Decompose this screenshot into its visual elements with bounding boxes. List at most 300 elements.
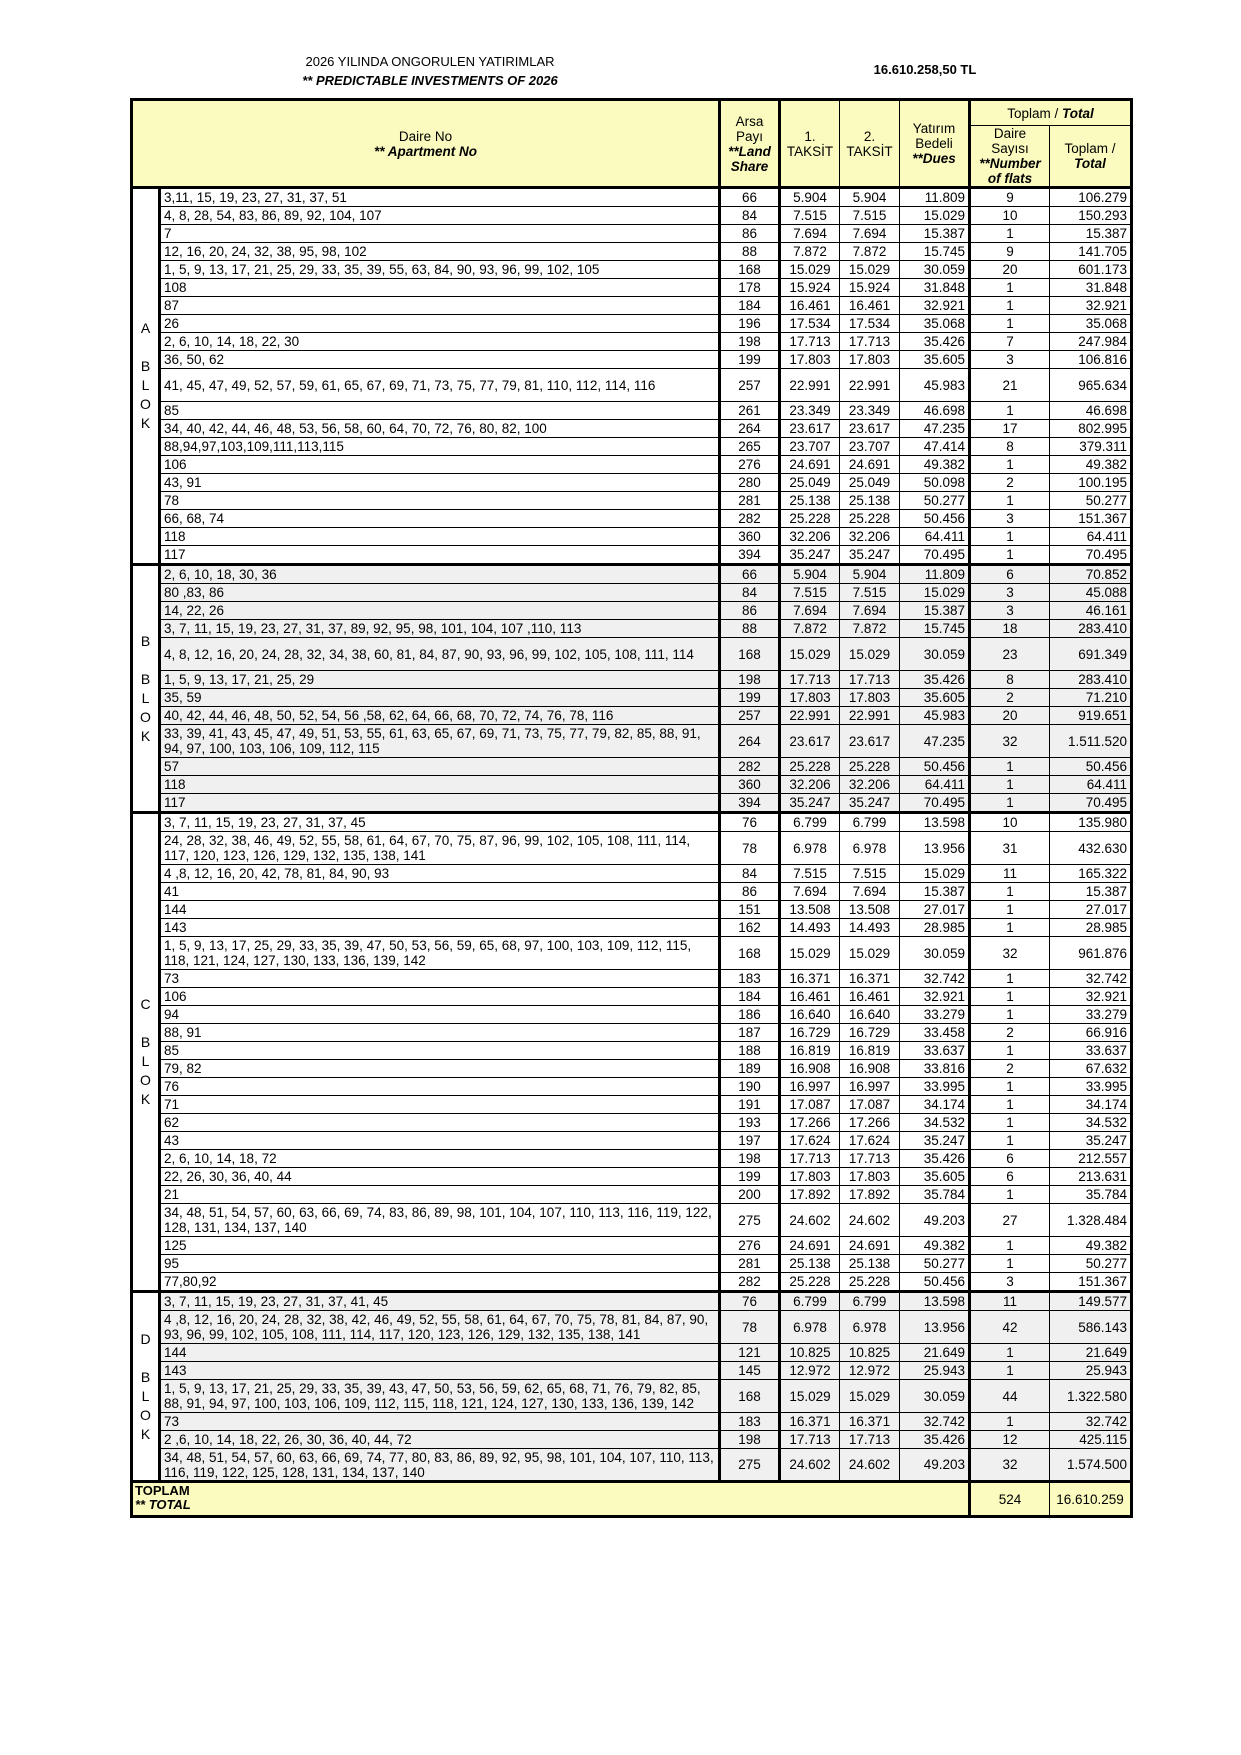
table-row — [132, 1186, 1132, 1204]
number-of-flats-cell: 1 — [970, 1255, 1050, 1273]
table-row — [132, 776, 1132, 794]
installment-1-cell: 15.029 — [780, 937, 840, 970]
number-of-flats-header — [970, 126, 1050, 188]
apartment-no-cell: 117 — [160, 794, 720, 813]
total-cell: 802.995 — [1050, 420, 1132, 438]
apartment-no-cell: 33, 39, 41, 43, 45, 47, 49, 51, 53, 55, 61, 63, 65, 67, 69, 71, 73, 75, 77, 79, 82, 85, 88, 91, 94, 97, 100, 103, 106, 109, 112, 115 — [160, 725, 720, 758]
apartment-no-cell: 14, 22, 26 — [160, 602, 720, 620]
apartment-no-cell: 78 — [160, 492, 720, 510]
block-label-letter: O — [140, 708, 151, 725]
installment-2-label-1: 2. — [863, 128, 876, 144]
installment-1-header — [780, 100, 840, 188]
apartment-no-cell: 108 — [160, 279, 720, 297]
land-share-cell: 76 — [720, 1292, 780, 1311]
number-of-flats-cell: 1 — [970, 1078, 1050, 1096]
table-row — [132, 261, 1132, 279]
installment-1-cell: 17.266 — [780, 1114, 840, 1132]
block-label-letter: O — [140, 396, 151, 412]
apartment-no-cell: 43 — [160, 1132, 720, 1150]
number-of-flats-cell: 10 — [970, 207, 1050, 225]
number-of-flats-cell: 1 — [970, 1237, 1050, 1255]
installment-1-cell: 7.515 — [780, 207, 840, 225]
dues-cell: 33.637 — [900, 1042, 970, 1060]
total-cell: 425.115 — [1050, 1431, 1132, 1449]
total-cell: 49.382 — [1050, 1237, 1132, 1255]
table-row — [132, 1042, 1132, 1060]
dues-cell: 35.605 — [900, 689, 970, 707]
dues-cell: 31.848 — [900, 279, 970, 297]
land-share-cell: 184 — [720, 988, 780, 1006]
block-label-letter — [136, 1349, 155, 1368]
installment-1-cell: 7.515 — [780, 865, 840, 883]
installment-1-cell: 23.617 — [780, 725, 840, 758]
apartment-no-cell: 88, 91 — [160, 1024, 720, 1042]
block-label-letter: B — [140, 358, 151, 374]
total-cell: 70.495 — [1050, 546, 1132, 565]
installment-1-cell: 6.978 — [780, 1311, 840, 1344]
table-row — [132, 1237, 1132, 1255]
land-share-cell: 196 — [720, 315, 780, 333]
installment-2-cell: 5.904 — [840, 188, 900, 207]
dues-cell: 15.387 — [900, 883, 970, 901]
installment-1-cell: 17.713 — [780, 1150, 840, 1168]
total-cell: 21.649 — [1050, 1344, 1132, 1362]
number-of-flats-cell: 1 — [970, 1096, 1050, 1114]
land-share-cell: 78 — [720, 832, 780, 865]
apartment-no-cell: 41 — [160, 883, 720, 901]
total-cell: 961.876 — [1050, 937, 1132, 970]
number-of-flats-cell: 1 — [970, 919, 1050, 937]
table-row — [132, 1006, 1132, 1024]
dues-label-1: Yatırım — [912, 121, 956, 136]
table-row — [132, 402, 1132, 420]
installment-1-cell: 17.534 — [780, 315, 840, 333]
total-cell: 50.277 — [1050, 1255, 1132, 1273]
apartment-no-cell: 77,80,92 — [160, 1273, 720, 1292]
table-row — [132, 689, 1132, 707]
dues-cell: 15.387 — [900, 225, 970, 243]
dues-cell: 35.605 — [900, 1168, 970, 1186]
installment-1-cell: 16.908 — [780, 1060, 840, 1078]
land-share-cell: 261 — [720, 402, 780, 420]
land-share-cell: 275 — [720, 1204, 780, 1237]
total-header — [1050, 126, 1132, 188]
apartment-no-cell: 36, 50, 62 — [160, 351, 720, 369]
dues-cell: 49.382 — [900, 456, 970, 474]
block-label-letter: C — [140, 996, 151, 1012]
total-cell: 15.387 — [1050, 883, 1132, 901]
installment-2-cell: 25.138 — [840, 1255, 900, 1273]
total-cell: 141.705 — [1050, 243, 1132, 261]
dues-cell: 49.203 — [900, 1204, 970, 1237]
apartment-no-label-english: ** Apartment No — [374, 143, 478, 159]
installment-2-cell: 23.349 — [840, 402, 900, 420]
dues-cell: 50.456 — [900, 1273, 970, 1292]
installment-2-cell: 25.228 — [840, 510, 900, 528]
table-row — [132, 813, 1132, 832]
installment-2-cell: 25.228 — [840, 758, 900, 776]
land-share-cell: 178 — [720, 279, 780, 297]
land-share-cell: 151 — [720, 901, 780, 919]
number-of-flats-cell: 1 — [970, 528, 1050, 546]
installment-1-cell: 35.247 — [780, 546, 840, 565]
number-of-flats-cell: 23 — [970, 638, 1050, 671]
table-row — [132, 1311, 1132, 1344]
apartment-no-cell: 3, 7, 11, 15, 19, 23, 27, 31, 37, 89, 92, 95, 98, 101, 104, 107 ,110, 113 — [160, 620, 720, 638]
number-of-flats-cell: 2 — [970, 474, 1050, 492]
total-label-english: Total — [1074, 156, 1106, 171]
apartment-no-cell: 76 — [160, 1078, 720, 1096]
dues-cell: 25.943 — [900, 1362, 970, 1380]
apartment-no-cell: 34, 48, 51, 54, 57, 60, 63, 66, 69, 74, 77, 80, 83, 86, 89, 92, 95, 98, 101, 104, 107, 110, 113, 116, 119, 122, 125, 128, 131, 134, 137, 140 — [160, 1449, 720, 1482]
land-share-label-1: Arsa — [735, 113, 764, 129]
dues-cell: 27.017 — [900, 901, 970, 919]
installment-2-cell: 5.904 — [840, 565, 900, 584]
dues-cell: 15.745 — [900, 243, 970, 261]
grand-total-amount: 16.610.259 — [1050, 1482, 1132, 1517]
number-of-flats-cell: 32 — [970, 725, 1050, 758]
land-share-cell: 280 — [720, 474, 780, 492]
apartment-no-label: Daire No — [398, 128, 453, 144]
table-row — [132, 243, 1132, 261]
installment-1-cell: 7.872 — [780, 243, 840, 261]
number-of-flats-cell: 2 — [970, 689, 1050, 707]
land-share-cell: 168 — [720, 1380, 780, 1413]
total-cell: 50.277 — [1050, 492, 1132, 510]
table-row — [132, 865, 1132, 883]
dues-cell: 34.532 — [900, 1114, 970, 1132]
total-cell: 212.557 — [1050, 1150, 1132, 1168]
land-share-cell: 183 — [720, 1413, 780, 1431]
dues-cell: 50.456 — [900, 758, 970, 776]
total-cell: 106.279 — [1050, 188, 1132, 207]
total-cell: 919.651 — [1050, 707, 1132, 725]
total-cell: 33.279 — [1050, 1006, 1132, 1024]
apartment-no-cell: 3, 7, 11, 15, 19, 23, 27, 31, 37, 45 — [160, 813, 720, 832]
installment-2-cell: 23.707 — [840, 438, 900, 456]
number-of-flats-cell: 1 — [970, 988, 1050, 1006]
installment-2-cell: 14.493 — [840, 919, 900, 937]
installment-1-cell: 17.713 — [780, 671, 840, 689]
apartment-no-cell: 34, 48, 51, 54, 57, 60, 63, 66, 69, 74, 83, 86, 89, 98, 101, 104, 107, 110, 113, 116, 119, 122, 128, 131, 134, 137, 140 — [160, 1204, 720, 1237]
number-of-flats-cell: 42 — [970, 1311, 1050, 1344]
number-of-flats-cell: 8 — [970, 438, 1050, 456]
table-row — [132, 1380, 1132, 1413]
land-share-cell: 282 — [720, 510, 780, 528]
land-share-cell: 168 — [720, 638, 780, 671]
block-label-letter — [136, 1014, 155, 1033]
installment-1-label-2: TAKSİT — [786, 143, 834, 159]
installment-2-cell: 17.713 — [840, 1431, 900, 1449]
dues-cell: 35.247 — [900, 1132, 970, 1150]
land-share-cell: 275 — [720, 1449, 780, 1482]
dues-cell: 30.059 — [900, 261, 970, 279]
land-share-cell: 191 — [720, 1096, 780, 1114]
installment-1-cell: 25.228 — [780, 510, 840, 528]
apartment-no-cell: 80 ,83, 86 — [160, 584, 720, 602]
block-label — [132, 1292, 160, 1482]
table-row — [132, 188, 1132, 207]
installment-2-cell: 17.624 — [840, 1132, 900, 1150]
installment-1-cell: 24.602 — [780, 1449, 840, 1482]
installment-1-cell: 6.799 — [780, 1292, 840, 1311]
total-cell: 151.367 — [1050, 1273, 1132, 1292]
apartment-no-cell: 4 ,8, 12, 16, 20, 24, 28, 32, 38, 42, 46, 49, 52, 55, 58, 61, 64, 67, 70, 75, 78, 81, 84, 87, 90, 93, 96, 99, 102, 105, 108, 111, 114, 117, 120, 123, 126, 129, 132, 135, 138, 141 — [160, 1311, 720, 1344]
number-of-flats-cell: 6 — [970, 1168, 1050, 1186]
land-share-cell: 162 — [720, 919, 780, 937]
table-row — [132, 297, 1132, 315]
installment-1-cell: 15.029 — [780, 1380, 840, 1413]
total-cell: 283.410 — [1050, 671, 1132, 689]
total-cell: 46.161 — [1050, 602, 1132, 620]
total-cell: 432.630 — [1050, 832, 1132, 865]
grand-total-label: TOPLAM — [135, 1483, 190, 1498]
total-cell: 1.328.484 — [1050, 1204, 1132, 1237]
installment-1-cell: 16.819 — [780, 1042, 840, 1060]
installment-2-cell: 16.461 — [840, 297, 900, 315]
apartment-no-cell: 22, 26, 30, 36, 40, 44 — [160, 1168, 720, 1186]
land-share-cell: 257 — [720, 369, 780, 402]
total-cell: 135.980 — [1050, 813, 1132, 832]
number-of-flats-cell: 3 — [970, 510, 1050, 528]
block-label-letter: K — [140, 415, 151, 431]
number-of-flats-cell: 1 — [970, 776, 1050, 794]
installment-2-cell: 23.617 — [840, 725, 900, 758]
installment-1-cell: 17.713 — [780, 333, 840, 351]
dues-cell: 50.456 — [900, 510, 970, 528]
total-cell: 213.631 — [1050, 1168, 1132, 1186]
total-cell: 33.995 — [1050, 1078, 1132, 1096]
installment-2-cell: 25.138 — [840, 492, 900, 510]
dues-cell: 49.382 — [900, 1237, 970, 1255]
apartment-no-header — [132, 100, 720, 188]
number-of-flats-cell: 1 — [970, 1006, 1050, 1024]
installment-2-cell: 12.972 — [840, 1362, 900, 1380]
block-label-letter: L — [141, 689, 150, 706]
table-row — [132, 333, 1132, 351]
installment-1-cell: 25.138 — [780, 1255, 840, 1273]
installment-2-cell: 7.872 — [840, 620, 900, 638]
installment-2-cell: 17.713 — [840, 333, 900, 351]
apartment-no-cell: 88,94,97,103,109,111,113,115 — [160, 438, 720, 456]
total-cell: 32.921 — [1050, 988, 1132, 1006]
land-share-cell: 198 — [720, 1431, 780, 1449]
land-share-cell: 282 — [720, 758, 780, 776]
total-cell: 149.577 — [1050, 1292, 1132, 1311]
number-of-flats-cell: 1 — [970, 758, 1050, 776]
table-row — [132, 1255, 1132, 1273]
installment-1-cell: 7.694 — [780, 225, 840, 243]
dues-cell: 50.277 — [900, 1255, 970, 1273]
dues-cell: 47.235 — [900, 420, 970, 438]
number-of-flats-cell: 1 — [970, 225, 1050, 243]
dues-label-2: Bedeli — [915, 136, 953, 151]
installment-1-cell: 16.371 — [780, 1413, 840, 1431]
installment-1-cell: 16.729 — [780, 1024, 840, 1042]
total-cell: 46.698 — [1050, 402, 1132, 420]
number-of-flats-cell: 11 — [970, 865, 1050, 883]
total-cell: 33.637 — [1050, 1042, 1132, 1060]
installment-1-cell: 15.029 — [780, 261, 840, 279]
table-row — [132, 207, 1132, 225]
number-of-flats-cell: 1 — [970, 883, 1050, 901]
table-body — [132, 188, 1132, 1482]
installment-2-cell: 22.991 — [840, 369, 900, 402]
table-row — [132, 546, 1132, 565]
total-cell: 31.848 — [1050, 279, 1132, 297]
land-share-cell: 121 — [720, 1344, 780, 1362]
land-share-cell: 84 — [720, 865, 780, 883]
installment-2-cell: 16.640 — [840, 1006, 900, 1024]
installment-2-cell: 16.461 — [840, 988, 900, 1006]
installment-1-cell: 17.803 — [780, 351, 840, 369]
apartment-no-cell: 2 ,6, 10, 14, 18, 22, 26, 30, 36, 40, 44, 72 — [160, 1431, 720, 1449]
block-label-letter — [136, 338, 155, 357]
table-row — [132, 638, 1132, 671]
apartment-no-cell: 4 ,8, 12, 16, 20, 42, 78, 81, 84, 90, 93 — [160, 865, 720, 883]
total-cell: 66.916 — [1050, 1024, 1132, 1042]
total-group-label: Toplam / — [1007, 105, 1063, 121]
apartment-no-cell: 1, 5, 9, 13, 17, 25, 29, 33, 35, 39, 47, 50, 53, 56, 59, 65, 68, 97, 100, 103, 109, 112, 115, 118, 121, 124, 127, 130, 133, 136, 139, 142 — [160, 937, 720, 970]
dues-cell: 13.956 — [900, 1311, 970, 1344]
installment-1-cell: 17.803 — [780, 689, 840, 707]
land-share-cell: 193 — [720, 1114, 780, 1132]
total-investment-amount: 16.610.258,50 TL — [873, 62, 977, 77]
apartment-no-cell: 2, 6, 10, 18, 30, 36 — [160, 565, 720, 584]
land-share-cell: 276 — [720, 456, 780, 474]
total-cell: 283.410 — [1050, 620, 1132, 638]
installment-1-cell: 17.624 — [780, 1132, 840, 1150]
dues-cell: 32.921 — [900, 988, 970, 1006]
table-row — [132, 1431, 1132, 1449]
table-row — [132, 1292, 1132, 1311]
installment-2-cell: 16.997 — [840, 1078, 900, 1096]
number-of-flats-cell: 1 — [970, 1186, 1050, 1204]
table-row — [132, 1413, 1132, 1431]
installment-2-cell: 16.371 — [840, 1413, 900, 1431]
table-row — [132, 584, 1132, 602]
table-row — [132, 351, 1132, 369]
table-row — [132, 510, 1132, 528]
land-share-cell: 66 — [720, 188, 780, 207]
table-row — [132, 832, 1132, 865]
apartment-no-cell: 143 — [160, 1362, 720, 1380]
land-share-cell: 86 — [720, 883, 780, 901]
total-cell: 35.784 — [1050, 1186, 1132, 1204]
installment-1-cell: 25.228 — [780, 758, 840, 776]
table-row — [132, 671, 1132, 689]
land-share-cell: 145 — [720, 1362, 780, 1380]
table-row — [132, 1344, 1132, 1362]
apartment-no-cell: 144 — [160, 1344, 720, 1362]
installment-2-cell: 15.029 — [840, 1380, 900, 1413]
dues-label-english: **Dues — [912, 151, 956, 166]
dues-cell: 15.745 — [900, 620, 970, 638]
total-cell: 151.367 — [1050, 510, 1132, 528]
installment-1-cell: 16.997 — [780, 1078, 840, 1096]
installment-1-cell: 22.991 — [780, 369, 840, 402]
block-label-letter: B — [140, 670, 151, 687]
grand-total-count: 524 — [970, 1482, 1050, 1517]
total-cell: 1.322.580 — [1050, 1380, 1132, 1413]
land-share-cell: 183 — [720, 970, 780, 988]
apartment-no-cell: 106 — [160, 456, 720, 474]
table-row — [132, 988, 1132, 1006]
number-of-flats-cell: 3 — [970, 602, 1050, 620]
number-of-flats-cell: 9 — [970, 188, 1050, 207]
total-cell: 247.984 — [1050, 333, 1132, 351]
installment-2-cell: 24.602 — [840, 1449, 900, 1482]
land-share-cell: 84 — [720, 584, 780, 602]
installment-1-cell: 22.991 — [780, 707, 840, 725]
dues-cell: 32.742 — [900, 970, 970, 988]
total-cell: 32.921 — [1050, 297, 1132, 315]
land-share-cell: 190 — [720, 1078, 780, 1096]
apartment-no-cell: 94 — [160, 1006, 720, 1024]
installment-2-cell: 32.206 — [840, 528, 900, 546]
dues-cell: 15.387 — [900, 602, 970, 620]
table-row — [132, 1132, 1132, 1150]
total-cell: 28.985 — [1050, 919, 1132, 937]
installment-2-cell: 16.371 — [840, 970, 900, 988]
total-cell: 15.387 — [1050, 225, 1132, 243]
table-row — [132, 919, 1132, 937]
block-label-letter: B — [140, 1034, 151, 1050]
block-label — [132, 813, 160, 1292]
total-cell: 35.247 — [1050, 1132, 1132, 1150]
installment-1-cell: 14.493 — [780, 919, 840, 937]
grand-total-label-english: ** TOTAL — [135, 1497, 191, 1512]
installment-1-cell: 16.461 — [780, 988, 840, 1006]
land-share-cell: 197 — [720, 1132, 780, 1150]
dues-cell: 47.235 — [900, 725, 970, 758]
block-label-letter — [136, 651, 155, 670]
installment-1-cell: 23.617 — [780, 420, 840, 438]
installment-1-cell: 7.694 — [780, 602, 840, 620]
table-row — [132, 492, 1132, 510]
installment-2-cell: 17.892 — [840, 1186, 900, 1204]
apartment-no-cell: 95 — [160, 1255, 720, 1273]
apartment-no-cell: 118 — [160, 528, 720, 546]
land-share-header — [720, 100, 780, 188]
dues-cell: 28.985 — [900, 919, 970, 937]
installment-2-cell: 35.247 — [840, 794, 900, 813]
installment-1-cell: 25.138 — [780, 492, 840, 510]
table-row — [132, 315, 1132, 333]
installment-2-cell: 17.713 — [840, 671, 900, 689]
dues-cell: 35.426 — [900, 333, 970, 351]
dues-cell: 35.605 — [900, 351, 970, 369]
apartment-no-cell: 43, 91 — [160, 474, 720, 492]
installment-2-cell: 32.206 — [840, 776, 900, 794]
apartment-no-cell: 1, 5, 9, 13, 17, 21, 25, 29 — [160, 671, 720, 689]
apartment-no-cell: 24, 28, 32, 38, 46, 49, 52, 55, 58, 61, 64, 67, 70, 75, 87, 96, 99, 102, 105, 108, 111, 114, 117, 120, 123, 126, 129, 132, 135, 138, 141 — [160, 832, 720, 865]
land-share-cell: 281 — [720, 492, 780, 510]
installment-2-cell: 24.602 — [840, 1204, 900, 1237]
number-of-flats-cell: 1 — [970, 279, 1050, 297]
installment-1-cell: 7.515 — [780, 584, 840, 602]
land-share-cell: 86 — [720, 602, 780, 620]
installment-1-cell: 32.206 — [780, 528, 840, 546]
table-row — [132, 937, 1132, 970]
table-row — [132, 620, 1132, 638]
dues-cell: 64.411 — [900, 776, 970, 794]
apartment-no-cell: 12, 16, 20, 24, 32, 38, 95, 98, 102 — [160, 243, 720, 261]
installment-1-cell: 25.049 — [780, 474, 840, 492]
number-of-flats-cell: 2 — [970, 1024, 1050, 1042]
total-group-header — [970, 100, 1132, 126]
number-of-flats-cell: 11 — [970, 1292, 1050, 1311]
